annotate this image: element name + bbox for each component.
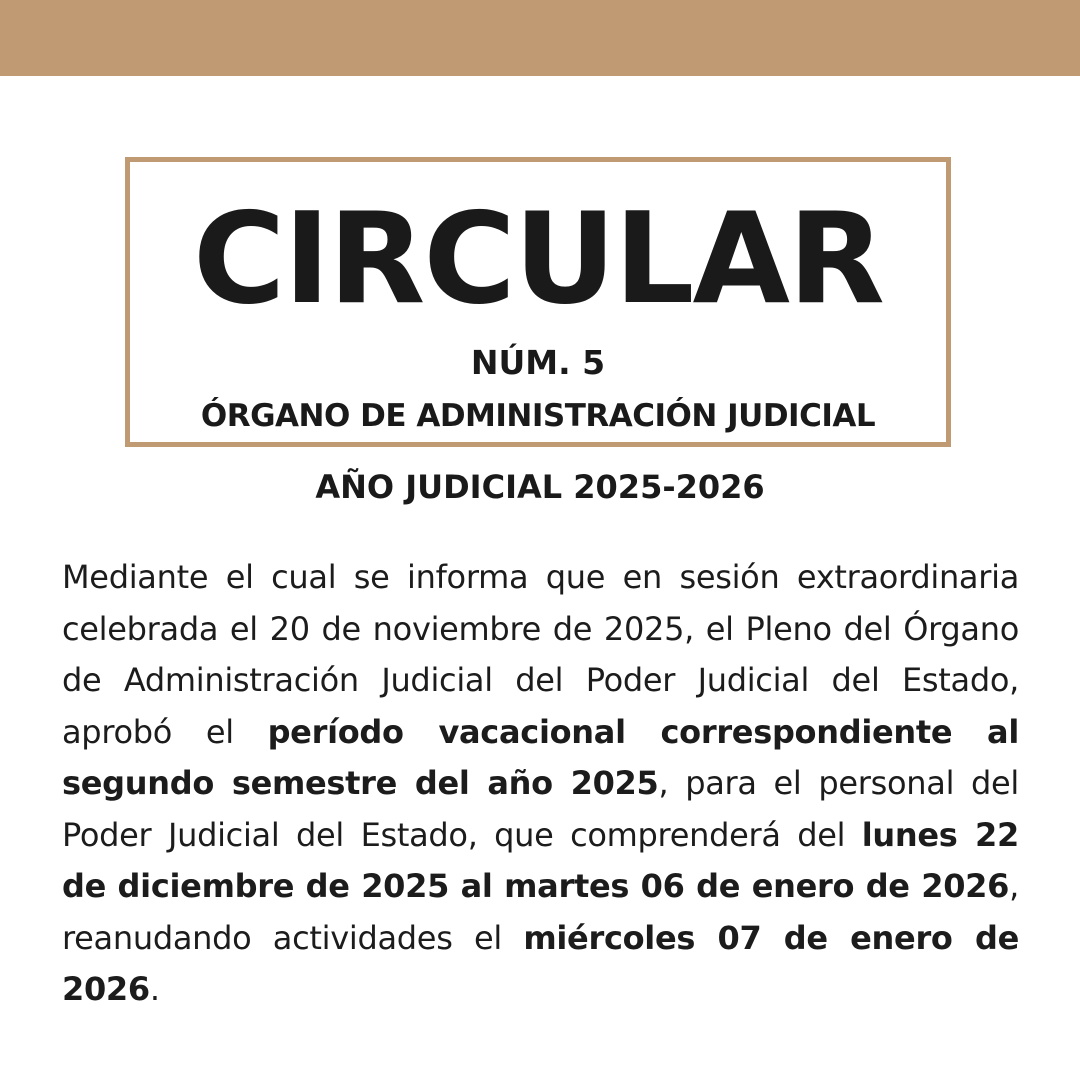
body-segment-bold: miércoles 07 de enero de 2026 (62, 918, 1019, 1008)
issuing-organ: ÓRGANO DE ADMINISTRACIÓN JUDICIAL (200, 398, 876, 434)
circular-title: CIRCULAR (193, 185, 883, 332)
body-segment: . (149, 970, 160, 1008)
body-segment-bold: período vacacional correspondiente al segundo semestre del año 2025 (62, 712, 1019, 802)
body-segment: , reanudando actividades el (62, 867, 1019, 957)
circular-number: NÚM. 5 (470, 343, 606, 382)
body-segment: , para el personal del Poder Judicial del Estado, que comprenderá del (62, 764, 1019, 854)
circular-title-box (125, 157, 951, 447)
top-accent-band (0, 0, 1080, 76)
announcement-body (62, 552, 1019, 1016)
judicial-year: AÑO JUDICIAL 2025-2026 (315, 468, 765, 506)
body-segment: Mediante el cual se informa que en sesión extraordinaria celebrada el 20 de noviembre de 2025, el Pleno del Órgano de Administración Judicial del Poder Judicial del Estado, aprobó el (62, 558, 1019, 751)
body-segment-bold: lunes 22 de diciembre de 2025 al martes 06 de enero de 2026 (62, 815, 1019, 905)
